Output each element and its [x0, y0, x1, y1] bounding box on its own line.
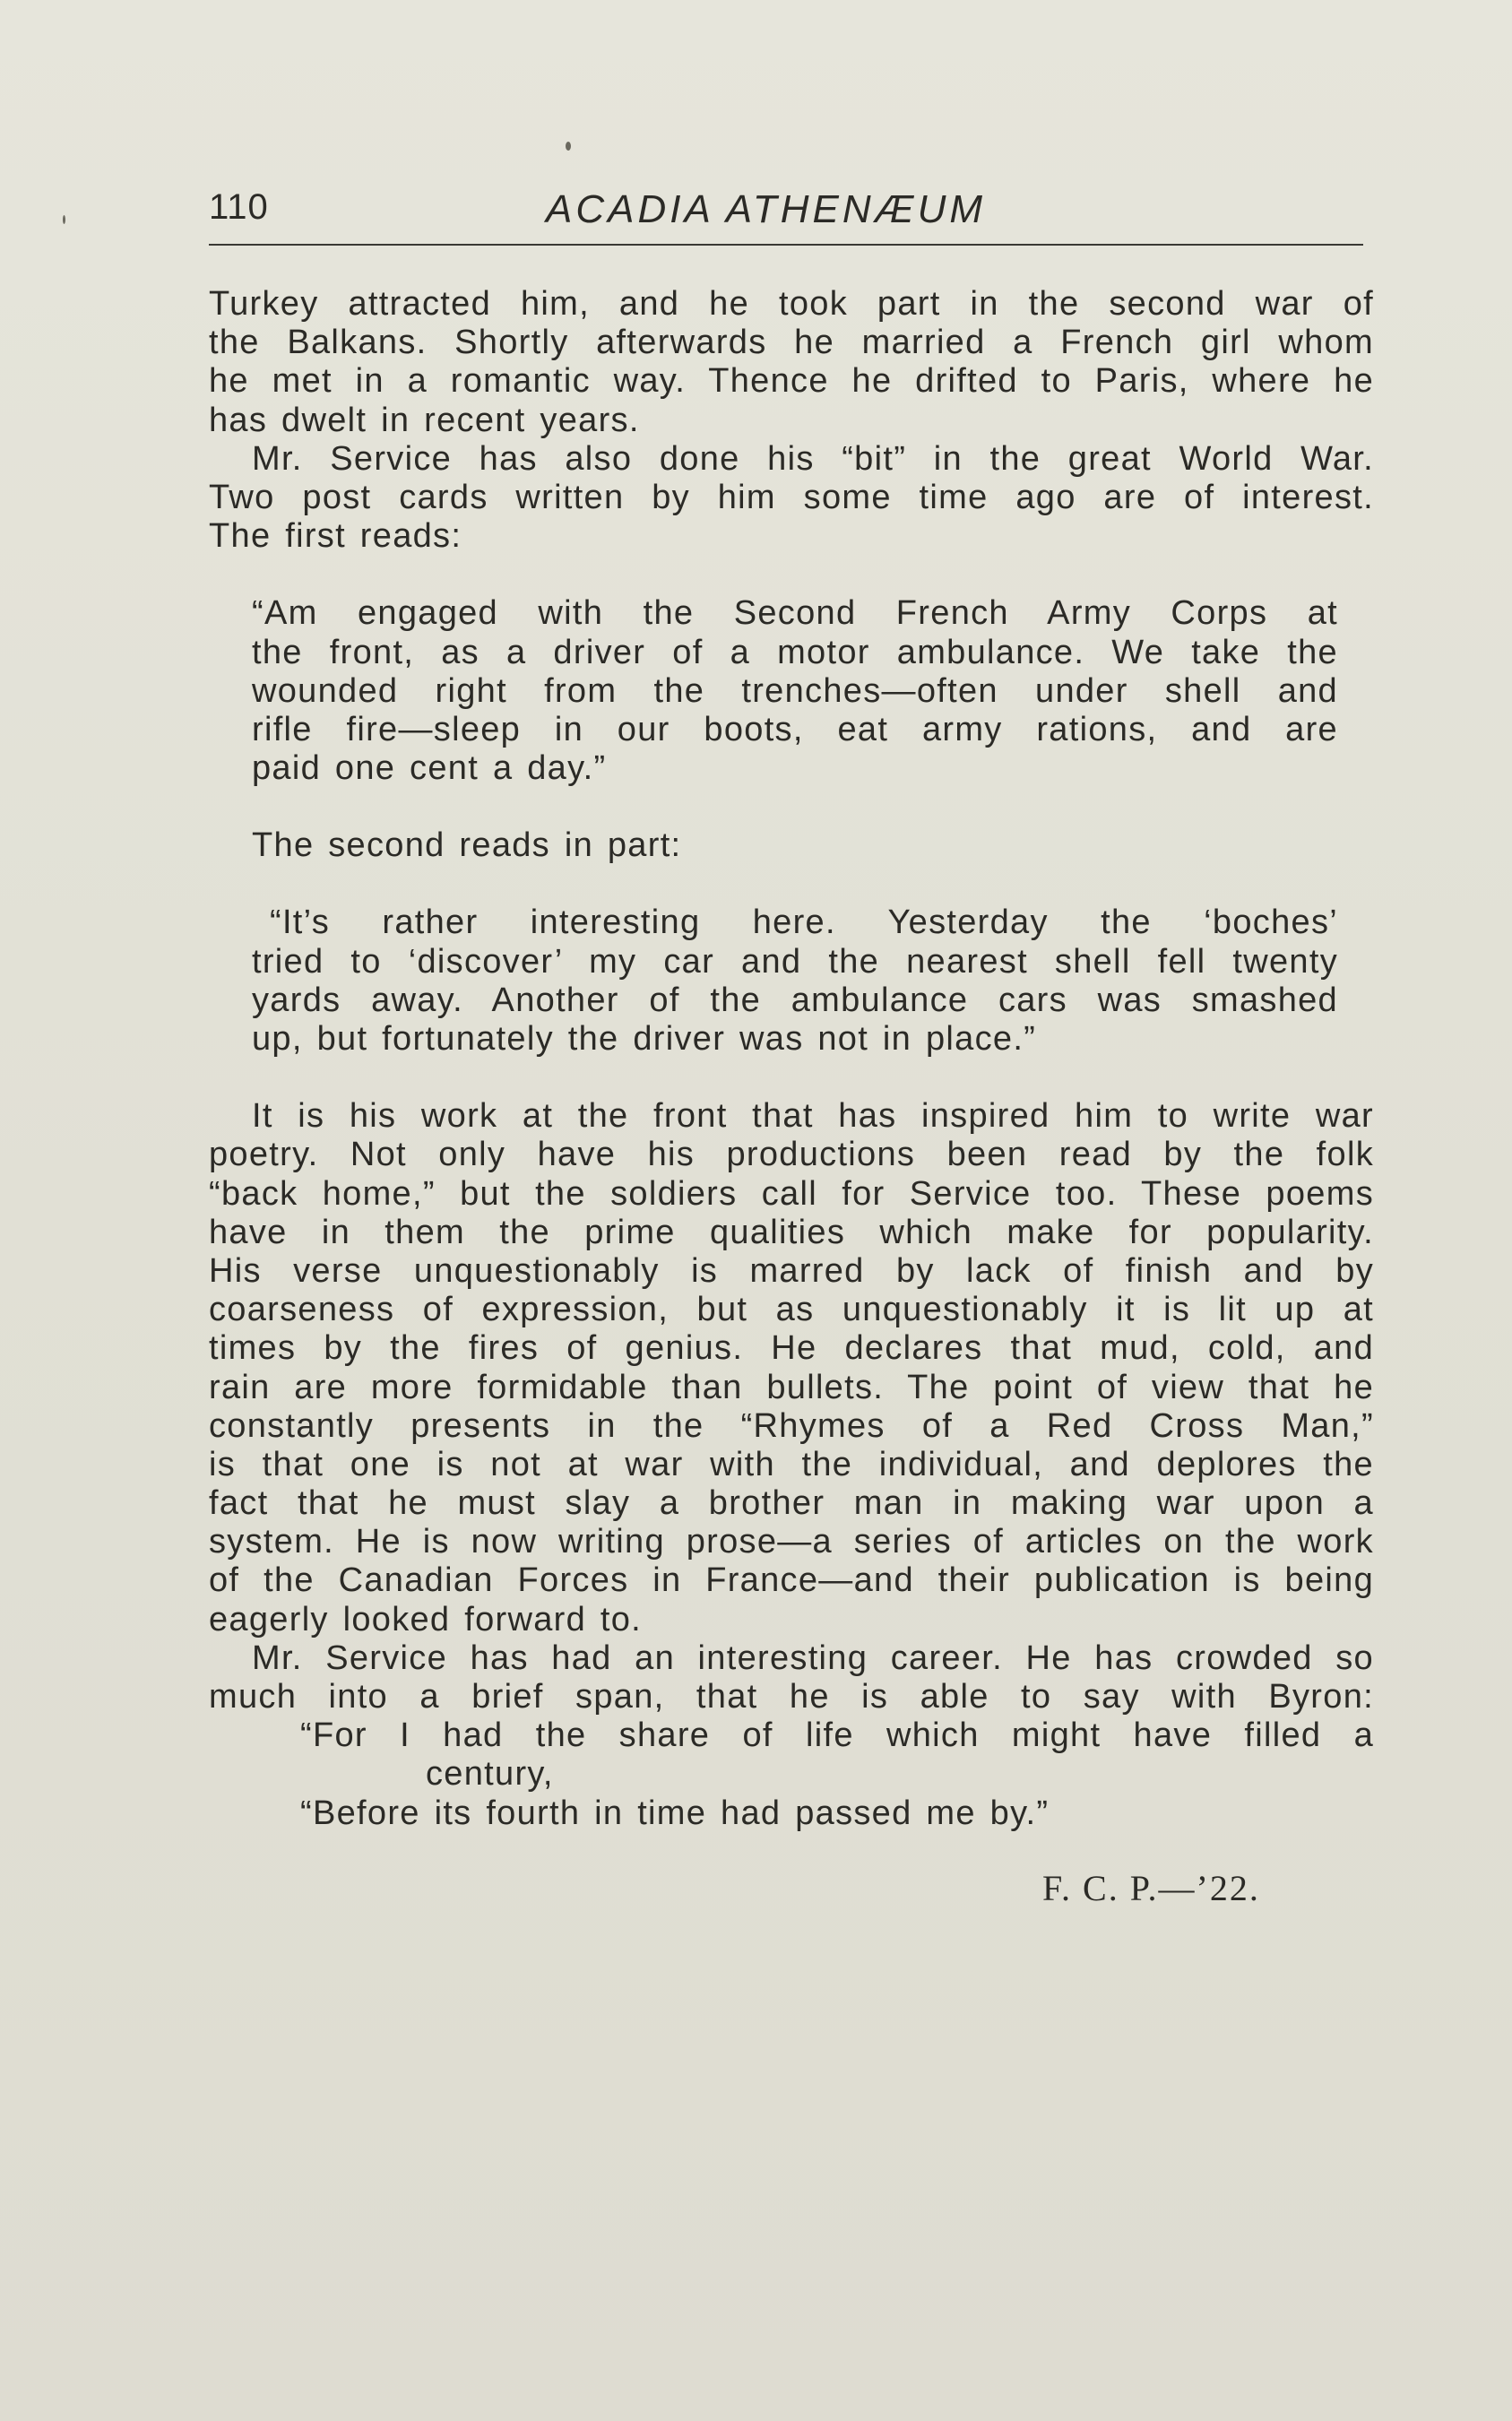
text-line: much into a brief span, that he is able to say with Byron: [209, 1678, 1374, 1716]
print-speck [566, 142, 571, 151]
paragraph-world-war [209, 440, 1374, 557]
running-title: ACADIA ATHENÆUM [546, 187, 987, 231]
byron-verse [209, 1716, 1374, 1833]
text-line: times by the fires of genius. He declares that mud, cold, and [209, 1329, 1374, 1368]
header-rule [209, 244, 1363, 246]
page-header [209, 184, 1363, 241]
text-line: Mr. Service has also done his “bit” in the great World War. [252, 439, 1374, 478]
text-line: rain are more formidable than bullets. The point of view that he [209, 1368, 1374, 1406]
text-line: Turkey attracted him, and he took part in the second war of [209, 285, 1374, 323]
print-speck [63, 215, 65, 224]
text-line: have in them the prime qualities which make for popularity. [209, 1213, 1374, 1251]
text-line: system. He is now writing prose—a series of articles on the work [209, 1523, 1374, 1561]
paragraph-war-poetry [209, 1097, 1374, 1639]
quote-line: paid one cent a day.” [252, 749, 607, 788]
quote-line: “It’s rather interesting here. Yesterday the ‘boches’ [270, 904, 1338, 942]
verse-line: century, [426, 1755, 554, 1794]
text-line: fact that he must slay a brother man in making war upon a [209, 1484, 1374, 1523]
text-line: Two post cards written by him some time ago are of interest. [209, 478, 1374, 516]
verse-line: “For I had the share of life which might have filled a [300, 1716, 1374, 1755]
text-line: of the Canadian Forces in France—and their publication is being [209, 1561, 1374, 1600]
text-line: constantly presents in the “Rhymes of a Red Cross Man,” [209, 1406, 1374, 1445]
text-line: is that one is not at war with the individual, and deplores the [209, 1445, 1374, 1483]
verse-line: “Before its fourth in time had passed me by.” [300, 1794, 1050, 1832]
text-line: has dwelt in recent years. [209, 401, 640, 439]
text-line: It is his work at the front that has inspired him to write war [252, 1097, 1374, 1136]
quote-first-postcard [209, 594, 1374, 788]
quote-line: yards away. Another of the ambulance cars was smashed [252, 981, 1338, 1019]
text-line: poetry. Not only have his productions been read by the folk [209, 1136, 1374, 1174]
text-line: The first reads: [209, 517, 462, 556]
text-line: the Balkans. Shortly afterwards he married a French girl whom [209, 324, 1374, 362]
quote-line: tried to ‘discover’ my car and the nearest shell fell twenty [252, 942, 1338, 981]
text-line: eagerly looked forward to. [209, 1600, 643, 1638]
text-line: he met in a romantic way. Thence he drifted to Paris, where he [209, 362, 1374, 401]
author-signature: F. C. P.—’22. [1042, 1868, 1260, 1908]
text-line: His verse unquestionably is marred by lack of finish and by [209, 1251, 1374, 1290]
quote-line: “Am engaged with the Second French Army Corps at [252, 594, 1338, 633]
paragraph-career [209, 1639, 1374, 1716]
quote-line: rifle fire—sleep in our boots, eat army rations, and are [252, 710, 1338, 748]
quote-line: up, but fortunately the driver was not in place.” [252, 1020, 1037, 1058]
quote-line: the front, as a driver of a motor ambulance. We take the [252, 633, 1338, 671]
quote-second-postcard [209, 904, 1374, 1059]
text-line: coarseness of expression, but as unquestionably it is lit up at [209, 1291, 1374, 1329]
page-number: 110 [209, 187, 269, 227]
text-line: “back home,” but the soldiers call for Service too. These poems [209, 1174, 1374, 1213]
paragraph-balkans [209, 285, 1374, 440]
text-line: Mr. Service has had an interesting career. He has crowded so [252, 1638, 1374, 1677]
article-body [209, 285, 1374, 1833]
paragraph-second-card: The second reads in part: [252, 826, 682, 865]
quote-line: wounded right from the trenches—often under shell and [252, 671, 1338, 710]
